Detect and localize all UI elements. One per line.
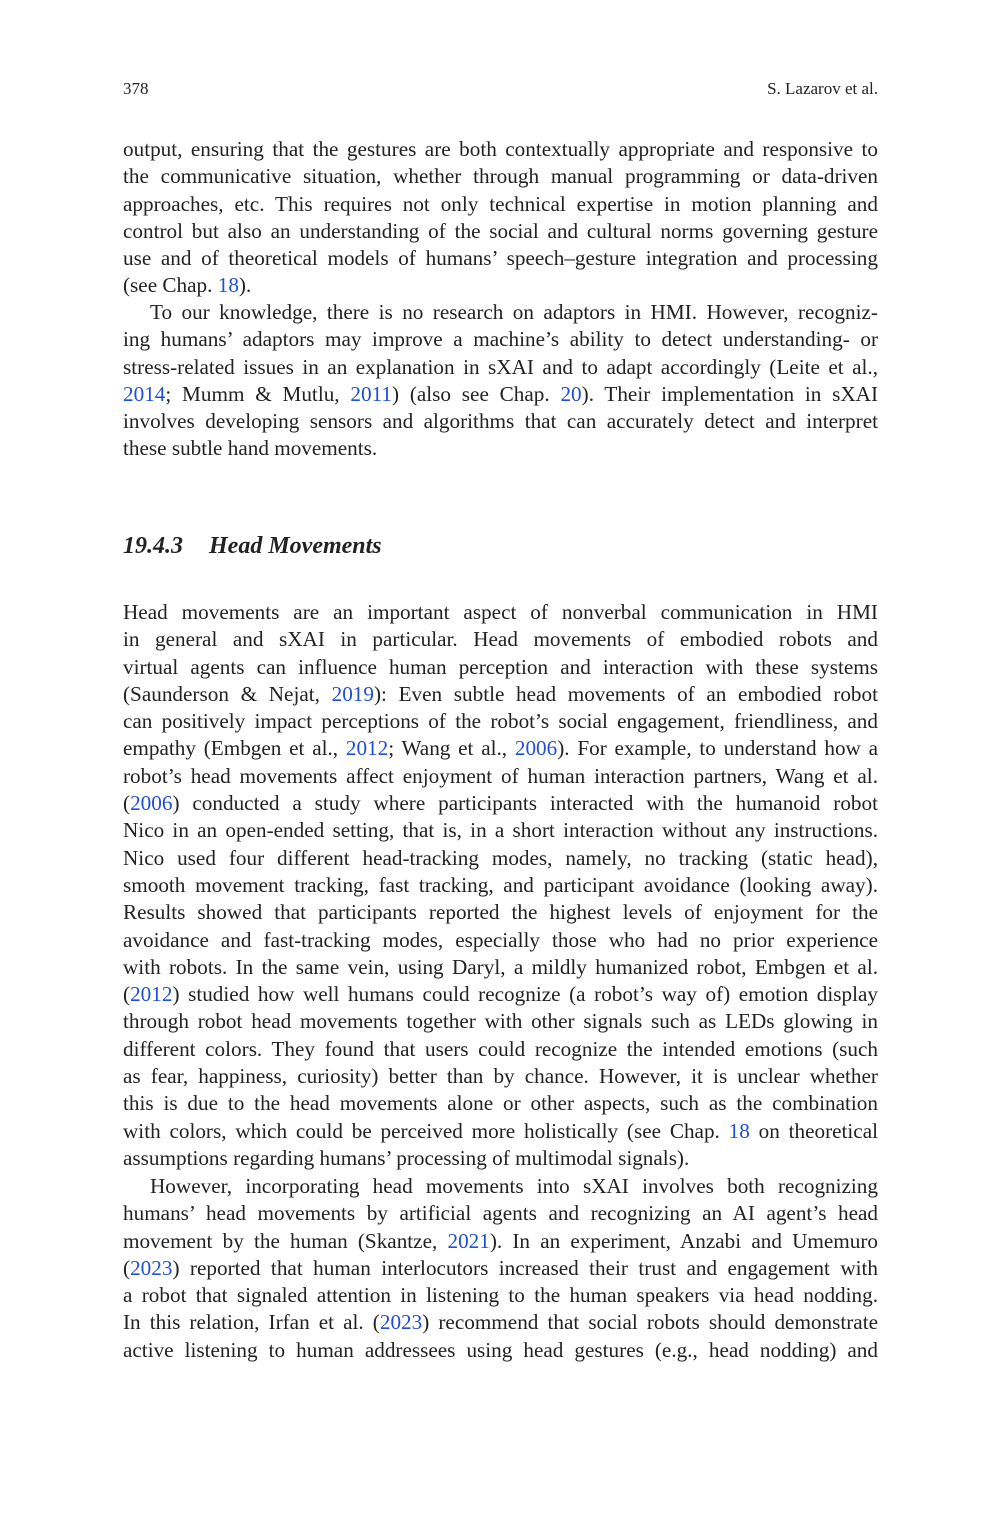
text-segment: can positively impact perceptions of the robot’s social engagement, friendliness, and [123,709,878,734]
text-line [123,1036,878,1063]
text-line [123,272,878,299]
citation-link[interactable]: 2011 [350,381,392,406]
text-segment: ) studied how well humans could recognize (a robot’s way of) emotion display [172,982,878,1007]
text-segment: in general and sXAI in particular. Head movements of embodied robots and [123,627,878,652]
text-segment: Nico in an open-ended setting, that is, in a short interaction without any instructions. [123,818,878,843]
text-segment: use and of theoretical models of humans’ speech–gesture integration and processing [123,246,878,271]
page-number: 378 [123,79,149,98]
citation-link[interactable]: 18 [217,273,239,298]
text-line [123,218,878,245]
text-line [123,435,878,462]
text-line [123,163,878,190]
text-line [123,191,878,218]
text-segment: on theoretical [749,1118,878,1143]
text-segment: ): Even subtle head movements of an embodied robot [373,681,879,706]
text-segment: However, incorporating head movements into sXAI involves both recognizing [150,1174,878,1198]
citation-link[interactable]: 2012 [130,982,173,1007]
text-segment: Nico used four different head-tracking modes, namely, no tracking (static head), [123,845,878,870]
text-segment: with robots. In the same vein, using Daryl, a mildly humanized robot, Embgen et al. [123,954,878,979]
text-line [123,1255,878,1282]
text-segment: ) (also see Chap. [391,381,561,406]
text-line [123,1282,878,1309]
text-line [123,1145,878,1172]
text-segment: assumptions regarding humans’ processing of multimodal signals). [123,1145,690,1170]
citation-link[interactable]: 2021 [447,1228,490,1253]
text-segment: ) reported that human interlocutors increased their trust and engagement with [172,1255,878,1280]
text-line [123,845,878,872]
text-line [123,681,878,708]
text-line [123,708,878,735]
text-line [123,354,878,381]
citation-link[interactable]: 2012 [345,736,389,761]
text-segment: (Saunderson & Nejat, [123,681,332,706]
text-segment: a robot that signaled attention in listening to the human speakers via head nodding. [123,1283,878,1308]
text-segment: ( [123,982,131,1007]
text-line [123,1008,878,1035]
text-segment: with colors, which could be perceived more holistically (see Chap. [123,1118,729,1143]
text-segment: the communicative situation, whether through manual programming or data-driven [123,164,878,189]
text-segment: ). In an experiment, Anzabi and Umemuro [489,1228,878,1253]
text-line [123,735,878,762]
page-header [123,79,878,99]
text-line [123,326,878,353]
text-segment: control but also an understanding of the social and cultural norms governing gesture [123,218,878,243]
text-line [123,1337,878,1364]
text-segment: Results showed that participants reported the highest levels of enjoyment for the [123,900,878,925]
text-segment: ) conducted a study where participants interacted with the humanoid robot [172,791,878,816]
text-line [123,1090,878,1117]
text-segment: this is due to the head movements alone or other aspects, such as the combination [123,1091,878,1116]
text-segment: different colors. They found that users could recognize the intended emotions (such [123,1036,878,1061]
text-line [123,817,878,844]
text-segment: ; Mumm & Mutlu, [165,381,351,406]
text-segment: ) recommend that social robots should demonstrate [422,1310,878,1335]
text-line [123,1200,878,1227]
paragraph [123,599,878,1172]
text-line [123,381,878,408]
text-segment: ). [238,273,252,298]
text-segment: virtual agents can influence human perception and interaction with these systems [123,654,878,679]
text-line [123,1228,878,1255]
citation-link[interactable]: 2014 [123,381,166,406]
text-segment: involves developing sensors and algorithms that can accurately detect and interpret [123,409,878,434]
text-segment: as fear, happiness, curiosity) better than by chance. However, it is unclear whether [123,1064,878,1089]
text-segment: In this relation, Irfan et al. ( [123,1310,380,1335]
text-segment: (see Chap. [123,273,218,298]
running-title: S. Lazarov et al. [767,79,878,98]
text-segment: robot’s head movements affect enjoyment of human interaction partners, Wang et al. [123,763,878,788]
text-line [123,408,878,435]
citation-link[interactable]: 18 [728,1118,750,1143]
text-line [123,1173,878,1200]
text-segment: ing humans’ adaptors may improve a machine’s ability to detect understanding- or [123,327,878,352]
citation-link[interactable]: 2019 [331,681,374,706]
text-line [123,872,878,899]
text-segment: ; Wang et al., [388,736,515,761]
text-line [123,599,878,626]
text-line [123,245,878,272]
citation-link[interactable]: 20 [560,381,582,406]
section-heading [123,533,408,560]
text-segment: active listening to human addressees using head gestures (e.g., head nodding) and [123,1337,878,1362]
text-line [123,763,878,790]
paragraph [123,299,878,463]
text-line [123,927,878,954]
text-segment: smooth movement tracking, fast tracking, and participant avoidance (looking away). [123,872,878,897]
text-line [123,1309,878,1336]
section-title: Head Movements [209,533,382,559]
text-line [123,136,878,163]
text-segment: ). For example, to understand how a [557,736,879,761]
citation-link[interactable]: 2006 [130,791,173,816]
text-line [123,954,878,981]
citation-link[interactable]: 2023 [379,1310,423,1335]
citation-link[interactable]: 2023 [130,1255,173,1280]
text-segment: output, ensuring that the gestures are both contextually appropriate and responsive to [123,137,878,161]
text-line [123,899,878,926]
citation-link[interactable]: 2006 [514,736,558,761]
text-segment: through robot head movements together with other signals such as LEDs glowing in [123,1009,878,1034]
text-segment: stress-related issues in an explanation in sXAI and to adapt accordingly (Leite et al., [123,354,878,379]
text-line [123,654,878,681]
section-number: 19.4.3 [123,533,183,559]
text-segment: these subtle hand movements. [123,436,378,461]
text-line [123,299,878,326]
text-segment: humans’ head movements by artificial agents and recognizing an AI agent’s head [123,1201,878,1226]
text-segment: Head movements are an important aspect of nonverbal communication in HMI [123,600,878,624]
text-line [123,1118,878,1145]
text-line [123,1063,878,1090]
text-line [123,981,878,1008]
text-segment: To our knowledge, there is no research on adaptors in HMI. However, recogniz- [150,300,878,324]
text-segment: empathy (Embgen et al., [123,736,346,761]
paragraph [123,1173,878,1364]
text-line [123,626,878,653]
text-segment: avoidance and fast-tracking modes, especially those who had no prior experience [123,927,878,952]
text-segment: ( [123,791,131,816]
text-segment: ( [123,1255,131,1280]
text-segment: movement by the human (Skantze, [123,1228,448,1253]
text-line [123,790,878,817]
text-segment: approaches, etc. This requires not only technical expertise in motion planning and [123,191,878,216]
text-segment: ). Their implementation in sXAI [581,381,879,406]
paragraph [123,136,878,300]
